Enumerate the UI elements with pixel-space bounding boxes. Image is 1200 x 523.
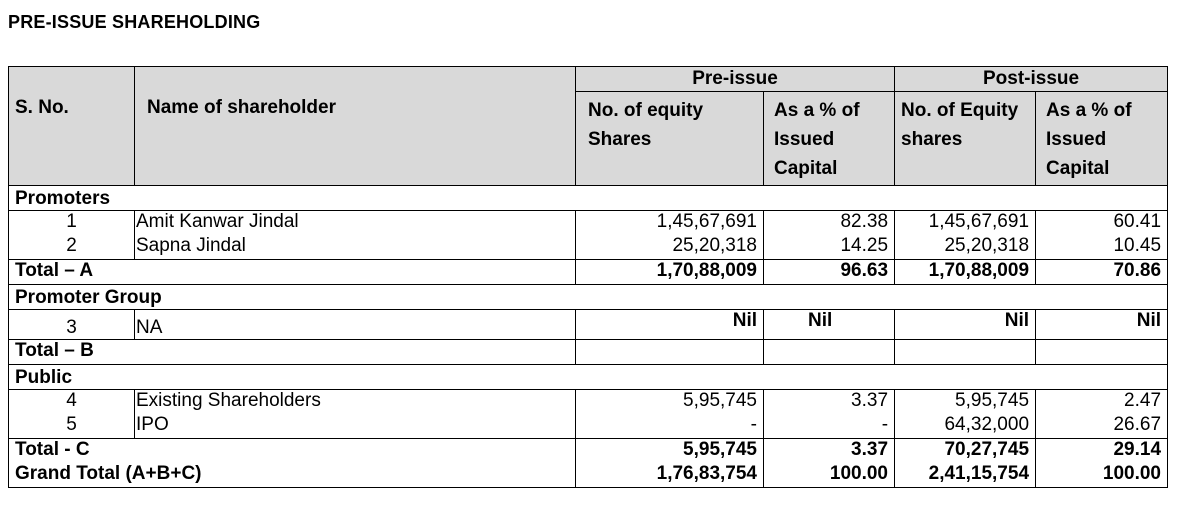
total-pre-shares: 1,70,88,009 (576, 260, 764, 285)
total-label: Total – A (9, 260, 576, 285)
total-post-shares: 70,27,745 (895, 439, 1036, 464)
row-post-pct: 26.67 (1036, 414, 1168, 439)
grand-total-post-shares: 2,41,15,754 (895, 463, 1036, 488)
total-label: Total - C (9, 439, 576, 464)
row-pre-pct: 82.38 (764, 211, 895, 236)
table-row (9, 310, 1168, 340)
row-post-pct: Nil (1036, 310, 1168, 340)
row-pre-pct: Nil (764, 310, 895, 340)
section-row (9, 186, 1168, 211)
total-pre-shares (576, 340, 764, 365)
row-post-shares: 25,20,318 (895, 235, 1036, 260)
table-row (9, 211, 1168, 236)
row-post-pct: 60.41 (1036, 211, 1168, 236)
section-promoter-group: Promoter Group (9, 285, 1168, 310)
row-pre-pct: - (764, 414, 895, 439)
table-row (9, 390, 1168, 415)
total-row (9, 340, 1168, 365)
row-pre-shares: 25,20,318 (576, 235, 764, 260)
header-post-pct: As a % of Issued Capital (1036, 92, 1168, 186)
row-post-pct: 2.47 (1036, 390, 1168, 415)
total-pre-pct (764, 340, 895, 365)
row-sno: 2 (9, 235, 135, 260)
total-post-shares: 1,70,88,009 (895, 260, 1036, 285)
row-pre-pct: 3.37 (764, 390, 895, 415)
grand-total-row (9, 463, 1168, 488)
row-name: Existing Shareholders (135, 390, 576, 415)
row-pre-shares: 1,45,67,691 (576, 211, 764, 236)
row-pre-shares: - (576, 414, 764, 439)
row-post-shares: 5,95,745 (895, 390, 1036, 415)
total-post-shares (895, 340, 1036, 365)
row-name: Sapna Jindal (135, 235, 576, 260)
total-pre-pct: 96.63 (764, 260, 895, 285)
header-sno: S. No. (9, 67, 135, 186)
total-row (9, 260, 1168, 285)
section-row (9, 285, 1168, 310)
page-title: PRE-ISSUE SHAREHOLDING (8, 12, 261, 32)
header-name: Name of shareholder (135, 67, 576, 186)
header-post-issue: Post-issue (895, 67, 1168, 92)
total-row (9, 439, 1168, 464)
row-sno: 5 (9, 414, 135, 439)
grand-total-post-pct: 100.00 (1036, 463, 1168, 488)
table-row (9, 414, 1168, 439)
row-sno: 4 (9, 390, 135, 415)
row-post-pct: 10.45 (1036, 235, 1168, 260)
row-post-shares: Nil (895, 310, 1036, 340)
row-name: IPO (135, 414, 576, 439)
row-sno: 3 (9, 310, 135, 340)
row-post-shares: 1,45,67,691 (895, 211, 1036, 236)
section-row (9, 365, 1168, 390)
grand-total-pre-pct: 100.00 (764, 463, 895, 488)
header-row-group (9, 67, 1168, 92)
header-post-shares: No. of Equity shares (895, 92, 1036, 186)
row-name: NA (135, 310, 576, 340)
row-name: Amit Kanwar Jindal (135, 211, 576, 236)
section-public: Public (9, 365, 1168, 390)
table-row (9, 235, 1168, 260)
row-pre-shares: Nil (576, 310, 764, 340)
header-pre-pct: As a % of Issued Capital (764, 92, 895, 186)
header-pre-shares: No. of equity Shares (576, 92, 764, 186)
total-label: Total – B (9, 340, 576, 365)
total-pre-shares: 5,95,745 (576, 439, 764, 464)
grand-total-label: Grand Total (A+B+C) (9, 463, 576, 488)
grand-total-pre-shares: 1,76,83,754 (576, 463, 764, 488)
section-promoters: Promoters (9, 186, 1168, 211)
total-post-pct: 70.86 (1036, 260, 1168, 285)
total-post-pct (1036, 340, 1168, 365)
shareholding-table (8, 66, 1168, 488)
row-sno: 1 (9, 211, 135, 236)
row-pre-shares: 5,95,745 (576, 390, 764, 415)
total-pre-pct: 3.37 (764, 439, 895, 464)
header-pre-issue: Pre-issue (576, 67, 895, 92)
row-post-shares: 64,32,000 (895, 414, 1036, 439)
total-post-pct: 29.14 (1036, 439, 1168, 464)
row-pre-pct: 14.25 (764, 235, 895, 260)
